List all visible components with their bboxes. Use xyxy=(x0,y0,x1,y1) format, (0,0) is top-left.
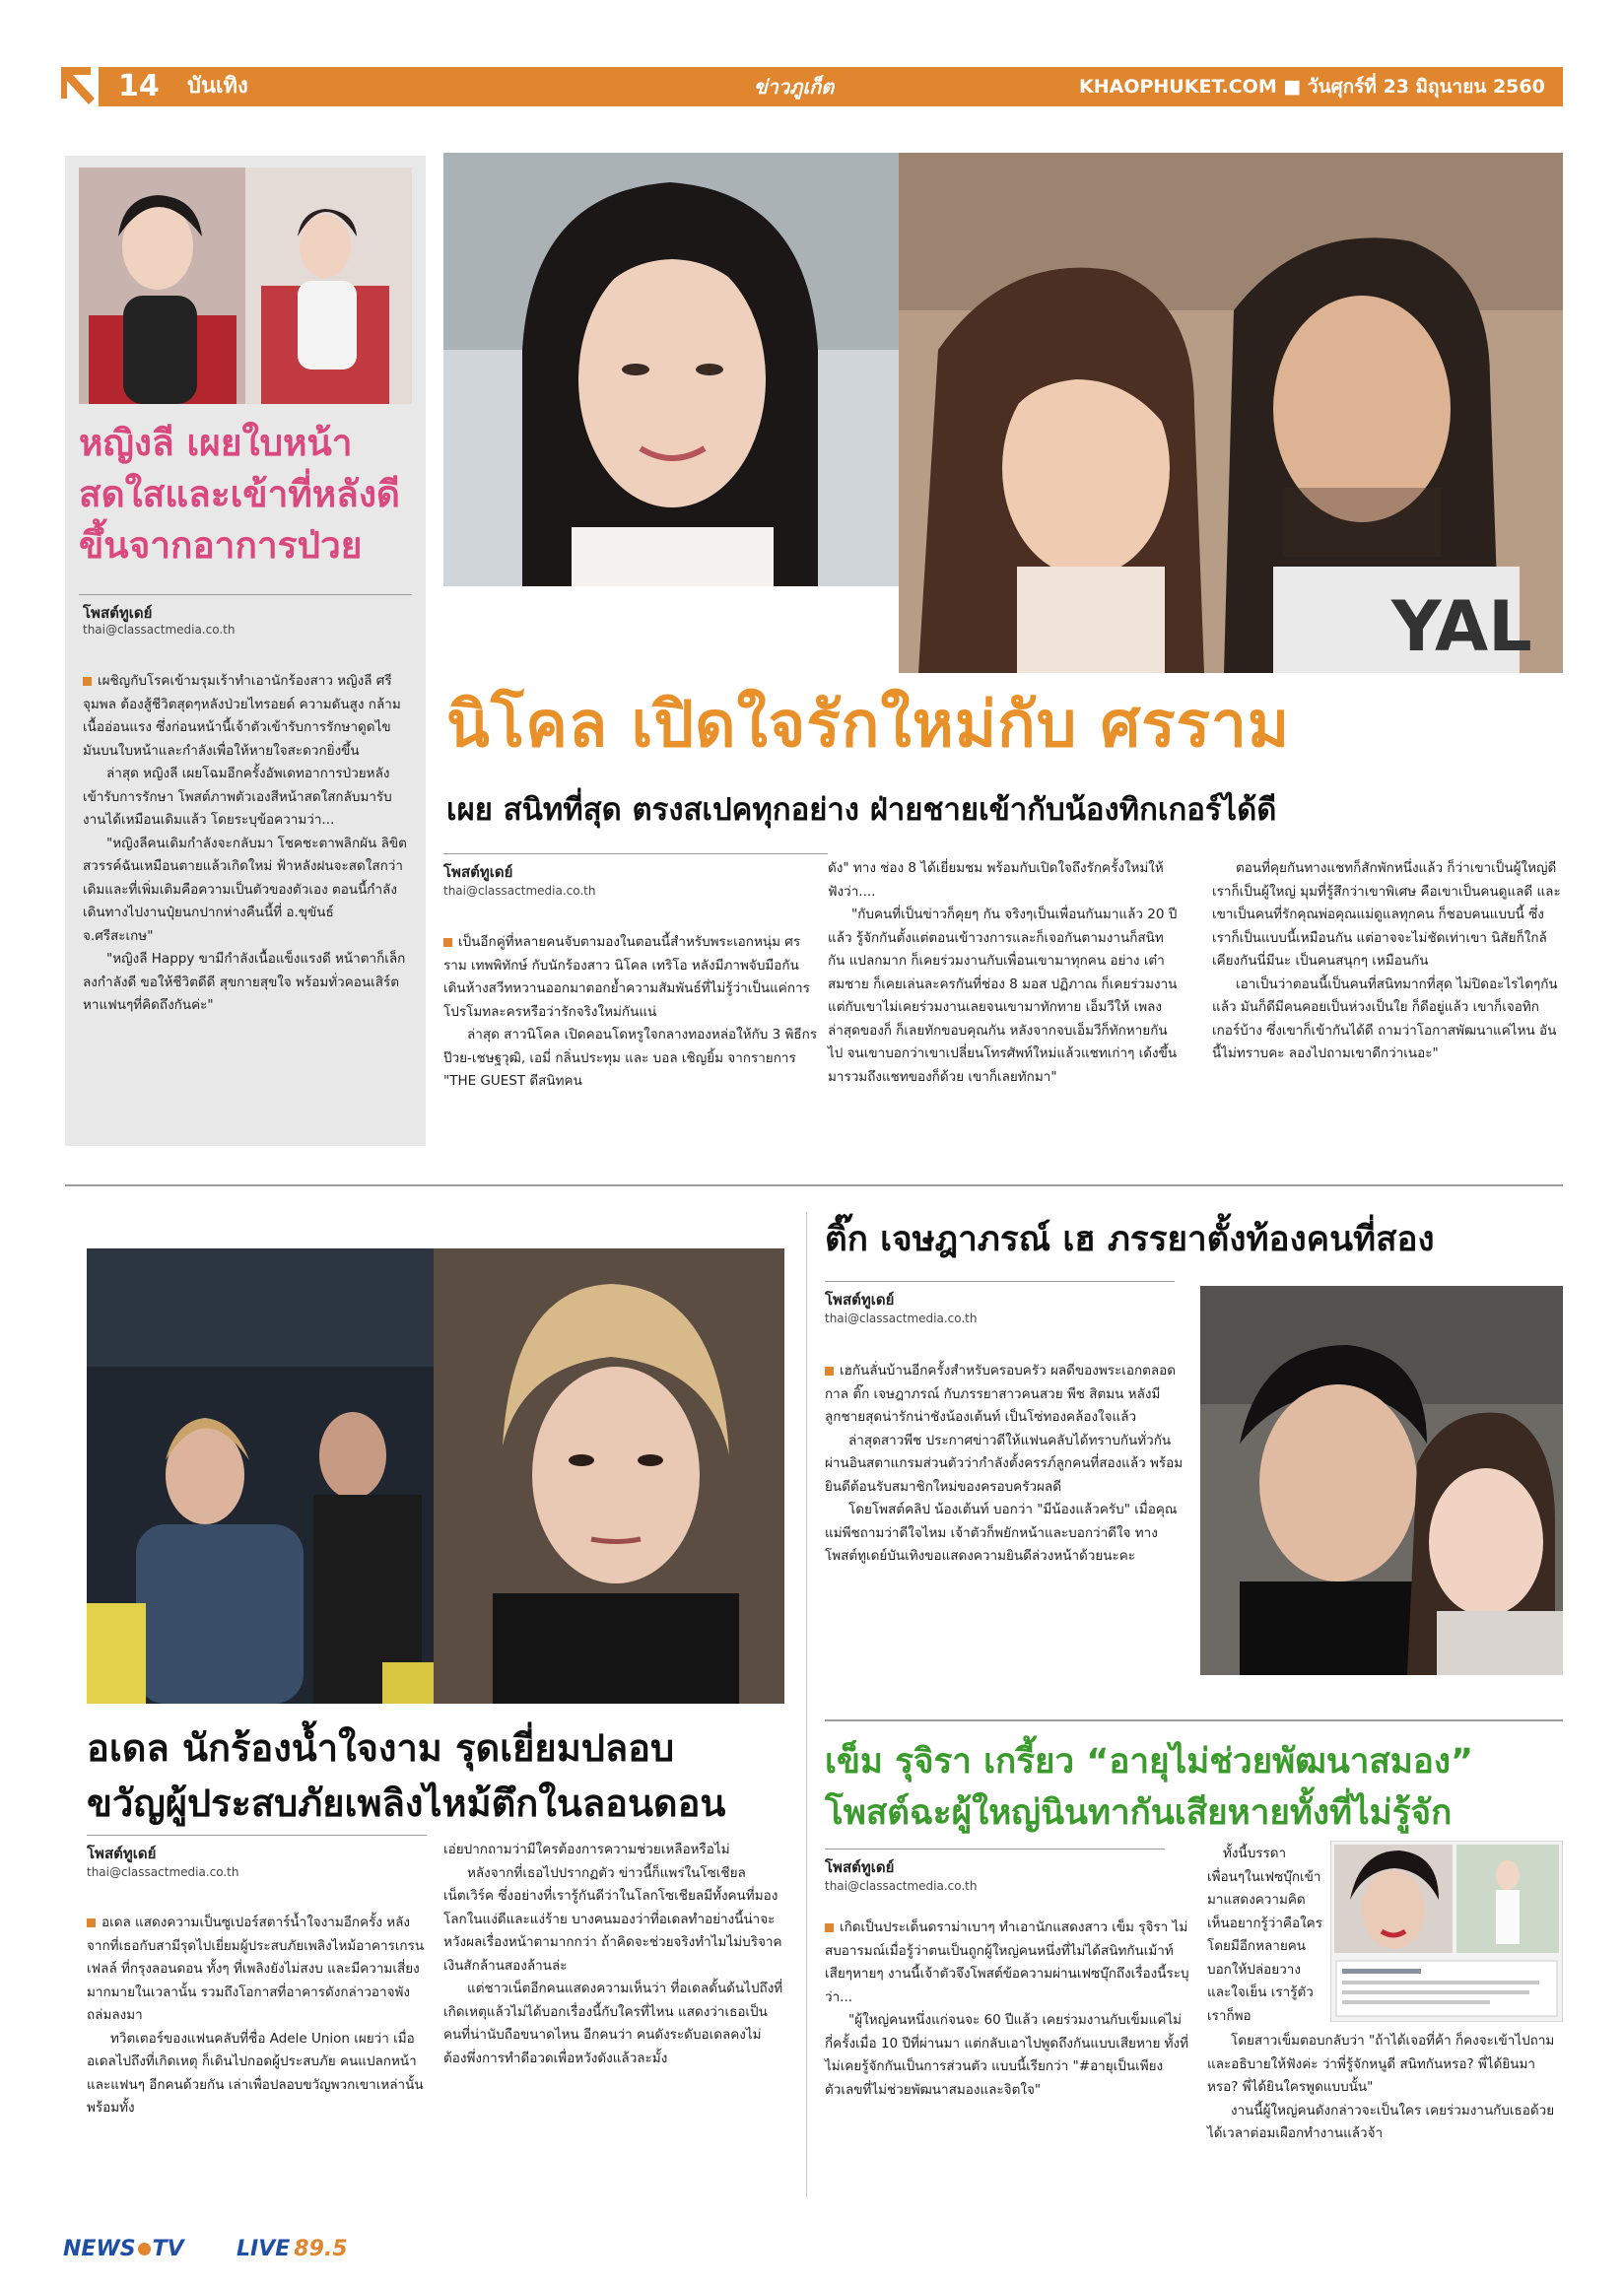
adele-email: thai@classactmedia.co.th xyxy=(87,1865,239,1879)
tik-byline: โพสต์ทูเดย์ xyxy=(825,1291,895,1309)
adele-paragraph: เอ่ยปากถามว่ามีใครต้องการความช่วยเหลือหรือไม่ xyxy=(443,1842,730,1857)
khem-paragraph: งานนี้ผู้ใหญ่คนดังกล่าวจะเป็นใคร เคยร่วมงานกับเธอด้วย ได้เวลาต่อมเผือกทำงานแล้วจ้า xyxy=(1207,2102,1555,2141)
footer-freq-text: 89.5 xyxy=(294,2237,348,2261)
adele-paragraph: หลังจากที่เธอไปปรากฏตัว ข่าวนี้ก็แพร่ในโซเชียลเน็ตเวิร์ค ซึ่งอย่างที่เรารู้กันดีว่าในโลกโซเชียลมีทั้งคนที่มองโลกในแง่ดีและแง่ร้าย บางคนมองว่าที่อเดลทำอย่างนี้น่าจะหวังผลเรื่องหน้าตามากกว่า ถ้าคิดจะช่วยจริงทำไมไม่บริจาคเงินสักล้านสองล้านล่ะ xyxy=(443,1864,782,1974)
bullet-icon xyxy=(825,1923,834,1932)
tik-body xyxy=(825,1360,1184,1569)
khem-paragraph: โดยสาวเข็มตอบกลับว่า "ถ้าได้เจอที่ค้า ก็คงจะเข้าไปถาม และอธิบายให้ฟังค่ะ ว่าพี่รู้จักหนูดี สนิทกันหรอ? พี่ได้ยินมาหรอ? พี่ได้ยินใครพูดแบบนั้น" xyxy=(1207,2033,1555,2095)
khem-paragraph: เกิดเป็นประเด็นดราม่าเบาๆ ทำเอานักแสดงสาว เข็ม รุจิรา ไม่สบอารมณ์เมื่อรู้ว่าตนเป็นถูกผู้ใหญ่คนหนึ่งที่ไม่ได้สนิทกันเม้าท์เสียๆหายๆ งานนี้เจ้าตัวจึงโพสต์ข้อความผ่านเฟซบุ๊กถึงเรื่องนี้ระบุว่า... xyxy=(825,1919,1189,2005)
adele-col2 xyxy=(443,1839,783,2070)
tik-paragraph: ล่าสุดสาวพีช ประกาศข่าวดีให้แฟนคลับได้ทราบกันทั่วกันผ่านอินสตาแกรมส่วนตัวว่ากำลังตั้งครรภ์ลูกคนที่สองแล้ว พร้อมยินดีต้อนรับสมาชิกใหม่ของครอบครัวผลดี xyxy=(825,1432,1184,1495)
adele-paragraph: อเดล แสดงความเป็นซูเปอร์สตาร์น้ำใจงามอีกครั้ง หลังจากที่เธอกับสามีรุดไปเยี่ยมผู้ประสบภัยเพลิงไหม้อาคารเกรนเฟลล์ ที่กรุงลอนดอน ทั้งๆ ที่เพลิงยังไม่สงบ และมีความเสี่ยงมากมายในเวลานั้น รวมถึงโอกาสที่อาคารดังกล่าวอาจพังถล่มลงมา xyxy=(87,1915,425,2023)
nicole-byline: โพสต์ทูเดย์ xyxy=(443,863,513,881)
lee-paragraph: "หญิงลีคนเดิมกำลังจะกลับมา โชคชะตาพลิกผัน ลิขิตสวรรค์ฉันเหมือนตายแล้วเกิดใหม่ ฟ้าหลังฝนจะสดใสกว่าเดิมและที่เพิ่มเติมคือความเป็นตัวของตัวเอง ตอนนี้กำลังเดินทางไปงานปุ๋ยนกปากห่างคืนนี้ที่ อ.ขุขันธ์ จ.ศรีสะเกษ" xyxy=(83,835,407,944)
masthead-logo: ข่าวภูเก็ต xyxy=(754,75,835,99)
lee-paragraph: ล่าสุด หญิงลี เผยโฉมอีกครั้งอัพเดทอาการป่วยหลังเข้ารับการรักษา โพสต์ภาพตัวเองสีหน้าสดใสกลับมารับงานได้เหมือนเดิมแล้ว โดยระบุข้อความว่า... xyxy=(83,766,392,828)
nicole-paragraph: ตอนที่คุยกันทางแชทก็สักพักหนึ่งแล้ว ก็ว่าเขาเป็นผู้ใหญ่ดี เราก็เป็นผู้ใหญ่ มุมที่รู้สึกว่าเขาพิเศษ คือเขาเป็นคนดูแลดี และเขาเป็นคนที่รักคุณพ่อคุณแม่ดูแลทุกคน ก็ชอบคนแบบนี้ ซึ่งเราก็เป็นแบบนี้เหมือนกัน แต่อาจจะไม่ชัดเท่าเขา นิสัยก็ใกล้เคียงกันนี่มีนะ เป็นคนสนุกๆ เหมือนกัน xyxy=(1212,860,1561,969)
lee-divider xyxy=(79,594,412,595)
footer-dot-icon xyxy=(138,2243,151,2255)
tik-bottom-divider xyxy=(825,1719,1563,1721)
adele-paragraph: ทวิตเตอร์ของแฟนคลับที่ชื่อ Adele Union เผยว่า เมื่ออเดลไปถึงที่เกิดเหตุ ก็เดินไปกอดผู้ประสบภัย คนแปลกหน้าและแฟนๆ อีกคนด้วยกัน เล่าเพื่อปลอบขวัญพวกเขาเหล่านั้น พร้อมทั้ง xyxy=(87,2030,424,2116)
nicole-paragraph: ล่าสุด สาวนิโคล เปิดคอนโดหรูใจกลางทองหล่อให้กับ 3 พิธีกร ป๊วย-เชษฐวุฒิ, เอมี่ กลิ่นประทุม และ บอล เชิญยิ้ม จากรายการ "THE GUEST ดีสนิทคน xyxy=(443,1027,818,1089)
adele-headline-line: ขวัญผู้ประสบภัยเพลิงไหม้ตึกในลอนดอน xyxy=(87,1782,726,1825)
svg-text:YAL: YAL xyxy=(1391,586,1532,667)
nicole-paragraph: เป็นอีกคู่ที่หลายคนจับตามองในตอนนี้สำหรับพระเอกหนุ่ม ศรราม เทพพิทักษ์ กับนักร้องสาว นิโคล เทริโอ หลังมีภาพจับมือกันเดินห้างสวีทหวานออกมาตอกย้ำความสัมพันธ์ที่ไม่รู้ว่าเป็นแค่การโปรโมทละครหรือว่ารักจริงใหม่กันแน่ xyxy=(443,934,810,1020)
lee-headline-line: ขึ้นจากอาการป่วย xyxy=(79,524,363,567)
footer-live-text: LIVE xyxy=(237,2237,291,2261)
adele-byline-box xyxy=(87,1835,427,1879)
tik-divider xyxy=(825,1281,1175,1282)
adele-divider xyxy=(87,1835,427,1836)
adele-portrait-photo xyxy=(434,1248,784,1704)
khem-paragraph: "ผู้ใหญ่คนหนึ่งแก่จนจะ 60 ปีแล้ว เคยร่วมงานกับเข็มแค่ไม่กี่ครั้งเมื่อ 10 ปีที่ผ่านมา แต่กลับเอาไปพูดถึงกันแบบเสียหาย ทั้งที่ไม่เคยรู้จักกันเป็นการส่วนตัว แบบนี้เรียกว่า "#อายุเป็นเพียงตัวเลขที่ไม่ช่วยพัฒนาสมองและจิตใจ" xyxy=(825,2012,1189,2098)
khem-post-photo xyxy=(1330,1841,1563,2022)
section-name: บันเทิง xyxy=(187,74,248,99)
adele-headline-line: อเดล นักร้องน้ำใจงาม รุดเยี่ยมปลอบ xyxy=(87,1726,675,1770)
khem-headline-line: เข็ม รุจิรา เกรี้ยว “อายุไม่ช่วยพัฒนาสมอง” xyxy=(825,1742,1473,1782)
footer-newstv-logo xyxy=(63,2235,184,2264)
tik-headline: ติ๊ก เจษฎาภรณ์ เฮ ภรรยาตั้งท้องคนที่สอง xyxy=(825,1220,1435,1259)
khem-divider xyxy=(825,1849,1165,1850)
lee-body xyxy=(83,670,408,1018)
bullet-icon xyxy=(83,677,92,686)
nicole-photo xyxy=(443,153,899,586)
site-and-date: KHAOPHUKET.COM ■ วันศุกร์ที่ 23 มิถุนายน 2560 xyxy=(1079,76,1545,98)
khem-email: thai@classactmedia.co.th xyxy=(825,1879,978,1893)
adele-headline xyxy=(87,1720,816,1831)
bullet-icon xyxy=(443,938,452,947)
lee-paragraph: เผชิญกับโรคเข้ามรุมเร้าทำเอานักร้องสาว หญิงลี ศรีจุมพล ต้องสู้ชีวิตสุดๆหลังป่วยไทรอยด์ ความดันสูง กล้ามเนื้ออ่อนแรง ซึ่งก่อนหน้านี้เจ้าตัวเข้ารับการรักษาดูดไขมันบนใบหน้าและกำลังเพื่อให้หายใจสะดวกยิ่งขึ้น xyxy=(83,673,401,759)
khem-col2-full xyxy=(1207,2030,1564,2146)
nicole-subheadline: เผย สนิทที่สุด ตรงสเปคทุกอย่าง ฝ่ายชายเข้ากับน้องทิกเกอร์ได้ดี xyxy=(446,792,1277,828)
nicole-email: thai@classactmedia.co.th xyxy=(443,884,596,898)
nicole-paragraph: เอาเป็นว่าตอนนี้เป็นคนที่สนิทมากที่สุด ไม่ปิดอะไรไดๆกันแล้ว มันก็ดีมีคนคอยเป็นห่วงเป็นใย ก็ดีอยู่แล้ว เขาก็เจอทิกเกอร์บ้าง ซึ่งเขาก็เข้ากันได้ดี ถามว่าโอกาสพัฒนาแค่ไหน อันนี้ไม่ทราบคะ ลองไปถามเขาดีกว่าเนอะ" xyxy=(1212,975,1558,1061)
nicole-headline: นิโคล เปิดใจรักใหม่กับ ศรราม xyxy=(446,689,1291,762)
lee-byline: โพสต์ทูเดย์ xyxy=(83,604,153,622)
adele-col1 xyxy=(87,1912,427,2120)
arrow-icon xyxy=(61,67,99,106)
khem-byline: โพสต์ทูเดย์ xyxy=(825,1858,895,1876)
khem-col2-narrow xyxy=(1207,1843,1323,2028)
bullet-icon xyxy=(825,1367,834,1376)
adele-fans-photo xyxy=(87,1248,434,1704)
tik-paragraph: เฮกันลั่นบ้านอีกครั้งสำหรับครอบครัว ผลดีของพระเอกตลอดกาล ติ๊ก เจษฎาภรณ์ กับภรรยาสาวคนสวย พีช สิตมน หลังมีลูกชายสุดน่ารักน่าชังน้องเต้นท์ เป็นโซ่ทองคล้องใจแล้ว xyxy=(825,1363,1177,1425)
tik-family-photo xyxy=(1200,1286,1563,1675)
adele-byline: โพสต์ทูเดย์ xyxy=(87,1845,157,1862)
nicole-col2 xyxy=(828,857,1178,1089)
nicole-col3 xyxy=(1212,857,1562,1066)
nicole-divider xyxy=(443,853,828,854)
nicole-col1 xyxy=(443,931,818,1094)
khem-col1 xyxy=(825,1917,1189,2102)
lee-photo xyxy=(79,168,412,404)
footer-tv-text: TV xyxy=(152,2237,184,2261)
khem-paragraph: ทั้งนี้บรรดาเพื่อนๆในเฟซบุ๊กเข้ามาแสดงความคิดเห็นอยากรู้ว่าคือใคร โดยมีอีกหลายคนบอกให้ปล่อยวางและใจเย็น เรารู้ตัวเราก็พอ xyxy=(1207,1846,1322,2024)
tik-email: thai@classactmedia.co.th xyxy=(825,1312,978,1325)
adele-paragraph: แต่ชาวเน็ตอีกคนแสดงความเห็นว่า ที่อเดลดั้นด้นไปถึงที่เกิดเหตุแล้วไม่ได้บอกเรื่องนี้กับใครที่ไหน แสดงว่าเธอเป็นคนที่น่านับถือขนาดไหน อีกคนว่า คนดังระดับอเดลคงไม่ต้องพึ่งการทำดีอวดเพื่อหวังดังแล้วละมั้ง xyxy=(443,1981,783,2066)
lee-email: thai@classactmedia.co.th xyxy=(83,623,236,637)
lee-headline xyxy=(79,418,419,572)
footer-live-logo xyxy=(237,2235,348,2264)
tik-byline-box xyxy=(825,1281,1175,1325)
bullet-icon xyxy=(87,1918,96,1927)
tik-paragraph: โดยโพสต์คลิป น้องเต้นท์ บอกว่า "มีน้องแล้วครับ" เมื่อคุณแม่พีชถามว่าดีใจไหม เจ้าตัวก็พยักหน้าและบอกว่าดีใจ ทางโพสต์ทูเดย์บันเทิงขอแสดงความยินดีล่วงหน้าด้วยนะคะ xyxy=(825,1502,1178,1564)
lee-headline-line: สดใสและเข้าที่หลังดี xyxy=(79,473,400,515)
column-divider xyxy=(806,1212,807,2197)
nicole-paragraph: "กับคนที่เป็นข่าวก็คุยๆ กัน จริงๆเป็นเพื่อนกันมาแล้ว 20 ปีแล้ว รู้จักกันตั้งแต่ตอนเข้าวงการและก็เจอกันตามงานก็สนิทกัน แปลกมาก ก็เคยร่วมงานกับเพื่อนเขามาทุกคน อย่าง เต๋า สมชาย ก็เคยเล่นละครกันที่ช่อง 8 มอส ปฏิภาณ ก็เคยร่วมงาน แต่กับเขาไม่เคยร่วมงานเลยจนเขามาทักทาย เอ็มวีให้ เพลงล่าสุดของก็ ก็เลยทักขอบคุณกัน หลังจากจบเอ็มวีก็ทักหายกันไป จนเขาบอกว่าเขาเปลี่ยนโทรศัพท์ใหม่แล้วแชทเก่าๆ เด้งขึ้นมารวมถึงแชทของก็ด้วย เขาก็เลยทักมา" xyxy=(828,907,1178,1085)
lee-headline-line: หญิงลี เผยใบหน้า xyxy=(79,422,353,464)
section-divider xyxy=(65,1184,1563,1186)
footer-news-text: NEWS xyxy=(63,2237,136,2261)
nicole-paragraph: ดัง" ทาง ช่อง 8 ได้เยี่ยมชม พร้อมกับเปิดใจถึงรักครั้งใหม่ให้ฟังว่า.... xyxy=(828,860,1164,900)
nicole-sorrawit-photo xyxy=(899,153,1563,673)
nicole-byline-box xyxy=(443,853,828,898)
khem-byline-box xyxy=(825,1849,1165,1893)
page-number: 14 xyxy=(118,69,160,103)
lee-paragraph: "หญิงลี Happy ขามีกำลังเนื้อแข็งแรงดี หน้าตาก็เล็กลงกำลังดี ขอให้ชีวิตดีดี สุขกายสุขใจ พร้อมทั่วคอนเสิร์ตหาแฟนๆที่คิดถึงกันค่ะ" xyxy=(83,951,406,1013)
khem-headline xyxy=(825,1736,1564,1839)
khem-headline-line: โพสต์ฉะผู้ใหญ่นินทากันเสียหายทั้งที่ไม่รู้จัก xyxy=(825,1793,1453,1833)
